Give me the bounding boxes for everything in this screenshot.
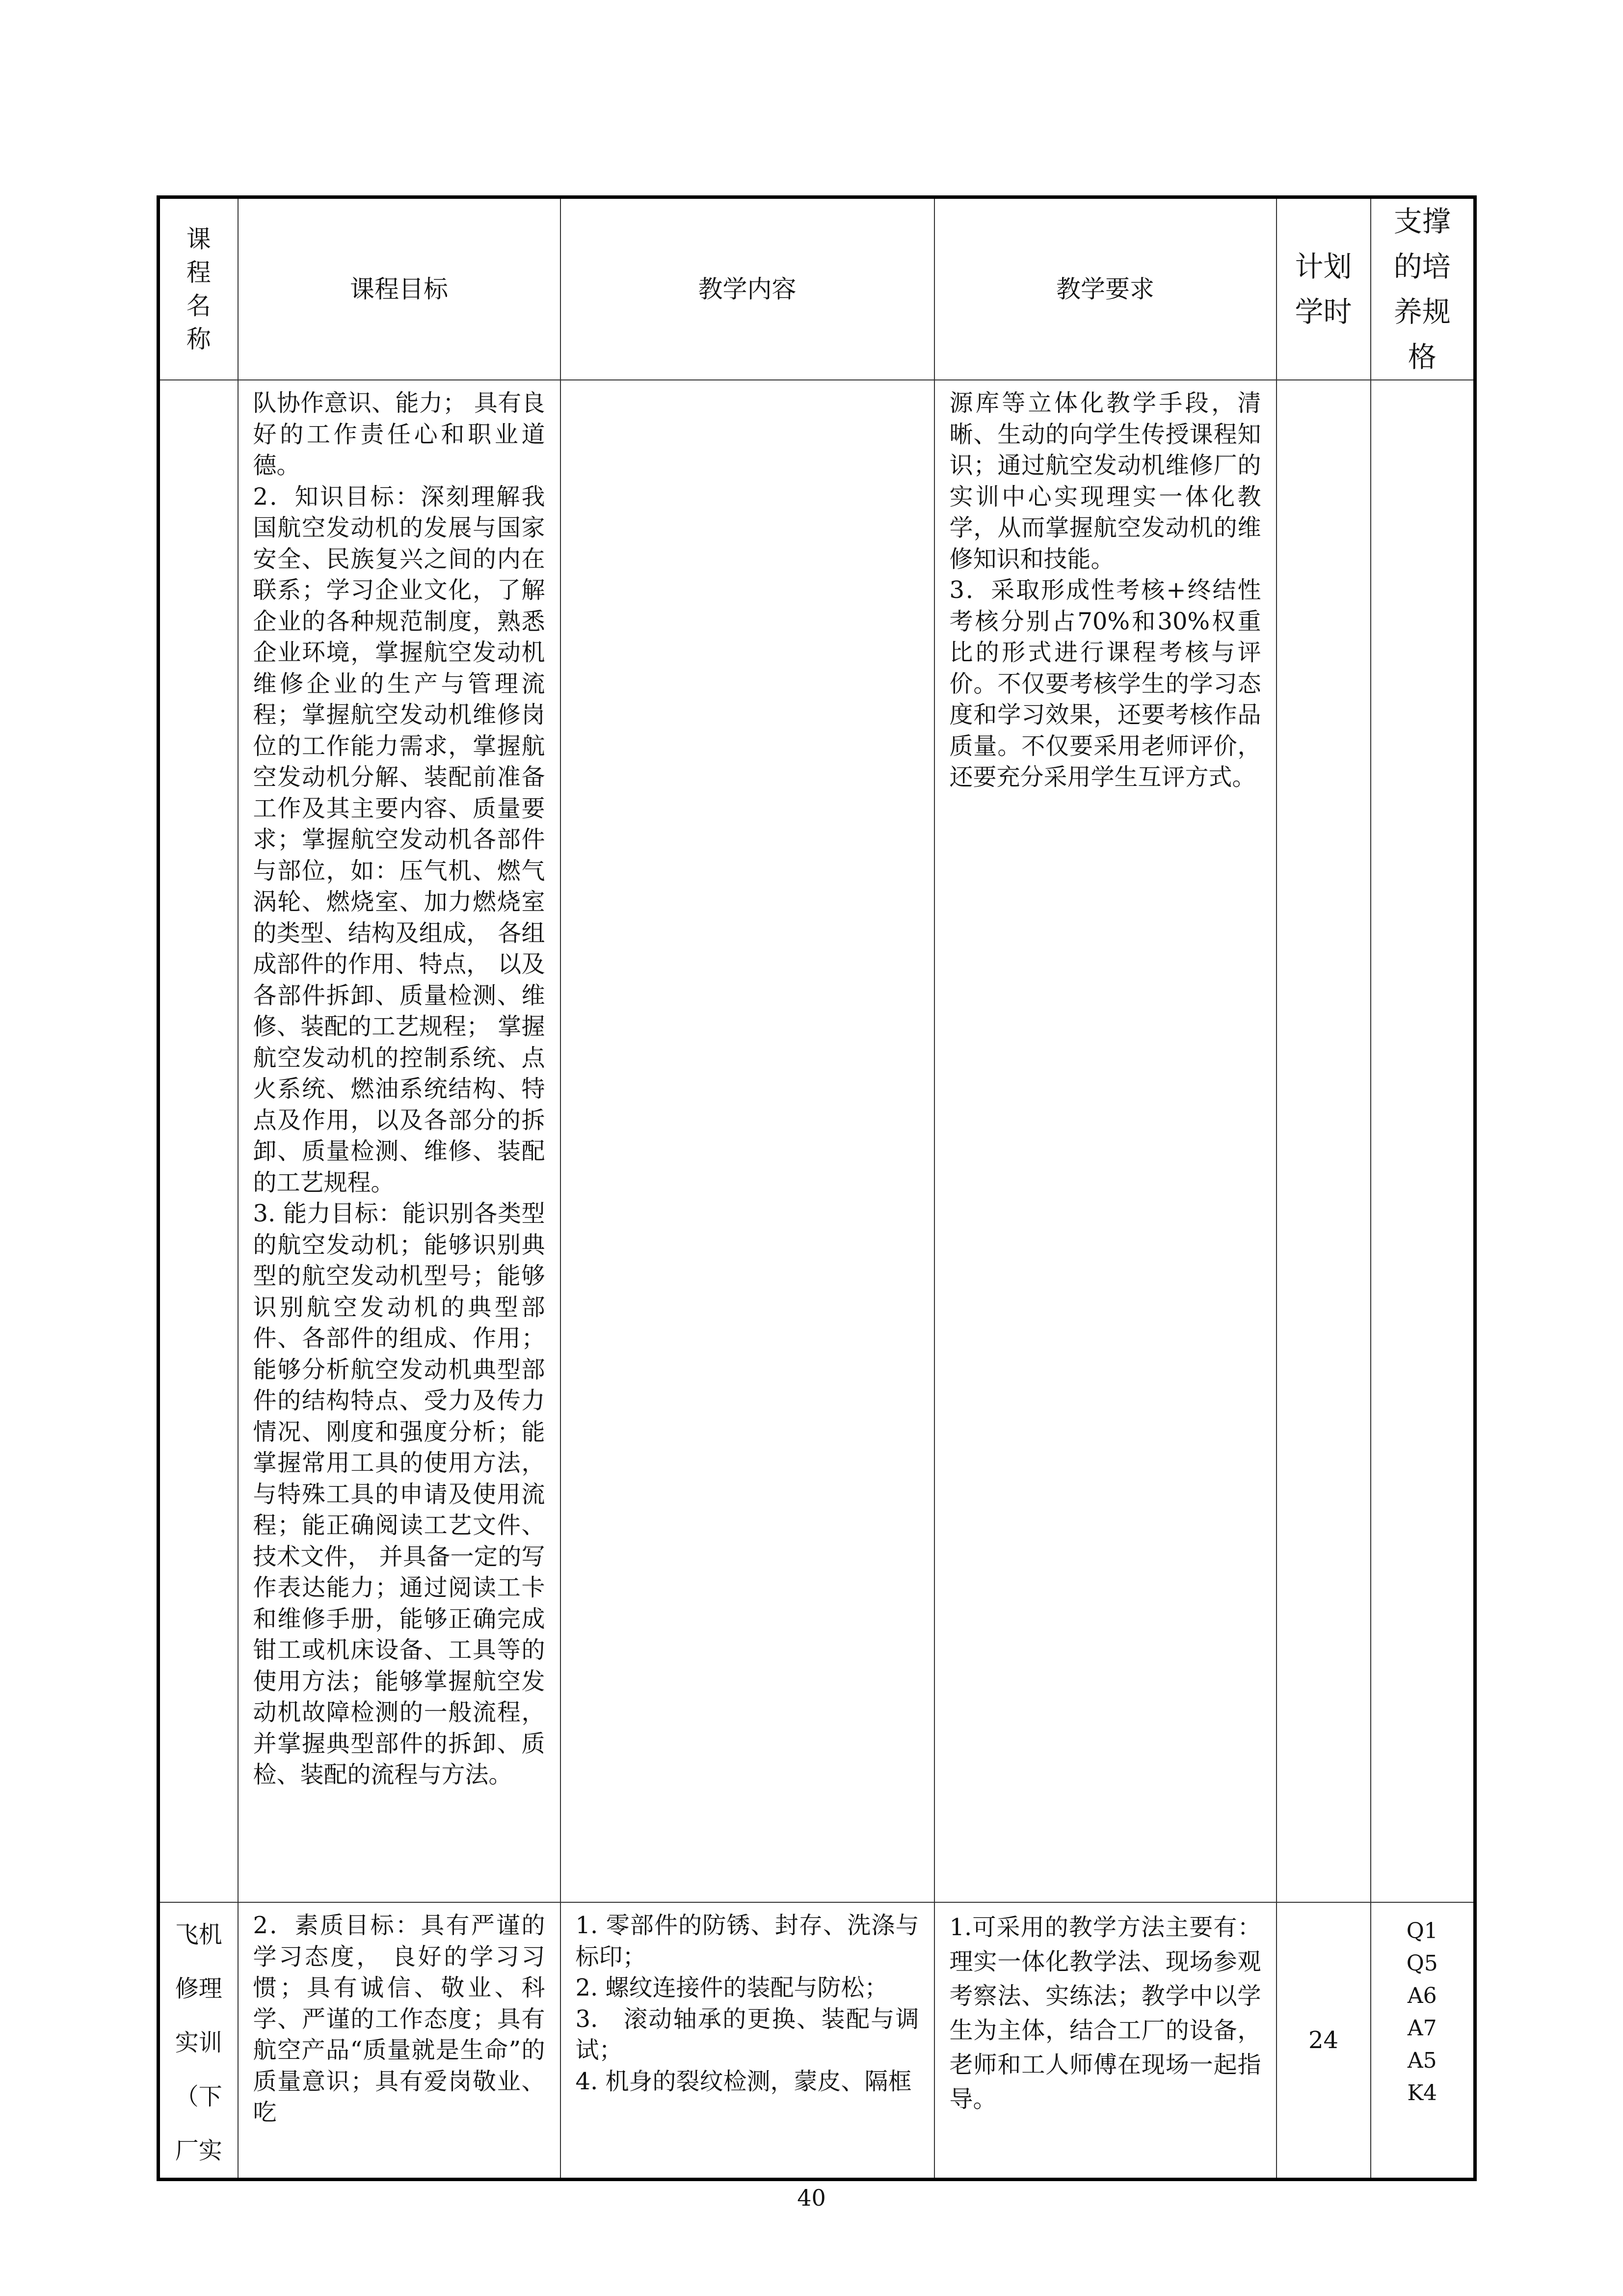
teaching-requirement-cell xyxy=(934,380,1277,1902)
header-teaching-requirement: 教学要求 xyxy=(934,197,1277,380)
supported-specs-cell xyxy=(1371,1902,1475,2180)
spec-code: Q5 xyxy=(1406,1951,1438,1976)
goal-paragraph: 2．知识目标：深刻理解我国航空发动机的发展与国家安全、民族复兴之间的内在联系；学习企业文化，了解企业的各种规范制度，熟悉企业环境，掌握航空发动机维修企业的生产与管理流程；掌握航空发动机维修岗位的工作能力需求，掌握航空发动机分解、装配前准备工作及其主要内容、质量要求；掌握航空发动机各部件与部位，如：压气机、燃气涡轮、燃烧室、加力燃烧室的类型、结构及组成， 各组成部件的作用、特点， 以及各部件拆卸、质量检测、维修、装配的工艺规程； 掌握航空发动机的控制系统、点火系统、燃油系统结构、特点及作用，以及各部分的拆卸、质量检测、维修、装配的工艺规程。 xyxy=(253,483,545,1196)
goal-paragraph: 2．素质目标：具有严谨的学习态度， 良好的学习习惯；具有诚信、敬业、科学、严谨的工作态度；具有航空产品“质量就是生命”的质量意识；具有爱岗敬业、吃 xyxy=(253,1912,545,2126)
supported-specs-cell xyxy=(1371,380,1475,1902)
content-item: 2. 螺纹连接件的装配与防松； xyxy=(575,1974,888,2001)
course-table xyxy=(157,195,1477,2181)
requirement-paragraph: 3．采取形成性考核+终结性考核分别占70%和30%权重比的形式进行课程考核与评价。不仅要考核学生的学习态度和学习效果，还要考核作品质量。不仅要采用老师评价， 还要充分采用学生互评方式。 xyxy=(949,576,1261,791)
content-item: 4. 机身的裂纹检测，蒙皮、隔框 xyxy=(575,2067,912,2095)
goal-paragraph: 队协作意识、能力； 具有良好的工作责任心和职业道德。 xyxy=(253,389,545,479)
spec-code: A6 xyxy=(1407,1983,1437,2008)
header-course-goal: 课程目标 xyxy=(238,197,560,380)
goal-paragraph: 3. 能力目标：能识别各类型的航空发动机；能够识别典型的航空发动机型号；能够识别航空发动机的典型部件、各部件的组成、作用；能够分析航空发动机典型部件的结构特点、受力及传力情况、刚度和强度分析；能掌握常用工具的使用方法，与特殊工具的申请及使用流程；能正确阅读工艺文件、技术文件， 并具备一定的写作表达能力；通过阅读工卡和维修手册，能够正确完成钳工或机床设备、工具等的使用方法；能够掌握航空发动机故障检测的一般流程，并掌握典型部件的拆卸、质检、装配的流程与方法。 xyxy=(253,1200,545,1788)
spec-code: Q1 xyxy=(1406,1918,1438,1944)
header-supported-specs: 支撑的培养规格 xyxy=(1371,197,1475,380)
header-planned-hours: 计划学时 xyxy=(1277,197,1371,380)
course-goal-cell xyxy=(238,380,560,1902)
content-item: 3. 滚动轴承的更换、装配与调试； xyxy=(575,2005,919,2064)
spec-code: A5 xyxy=(1407,2048,1437,2073)
table-row xyxy=(159,1902,1475,2180)
teaching-content-cell xyxy=(560,1902,934,2180)
page-number: 40 xyxy=(797,2185,826,2211)
teaching-content-cell xyxy=(560,380,934,1902)
course-name-cell: 飞机修理实训（下厂实 xyxy=(159,1902,238,2180)
spec-code: A7 xyxy=(1407,2016,1437,2041)
spec-code: K4 xyxy=(1407,2080,1437,2106)
table-row xyxy=(159,380,1475,1902)
requirement-paragraph: 1.可采用的教学方法主要有：理实一体化教学法、现场参观考察法、实练法；教学中以学生为主体，结合工厂的设备，老师和工人师傅在现场一起指导。 xyxy=(949,1914,1261,2113)
course-name-cell xyxy=(159,380,238,1902)
requirement-paragraph: 源库等立体化教学手段，清晰、生动的向学生传授课程知识；通过航空发动机维修厂的实训中心实现理实一体化教学，从而掌握航空发动机的维修知识和技能。 xyxy=(949,389,1261,573)
course-goal-cell xyxy=(238,1902,560,2180)
header-teaching-content: 教学内容 xyxy=(560,197,934,380)
content-item: 1. 零部件的防锈、封存、洗涤与标印； xyxy=(575,1912,919,1971)
planned-hours-cell: 24 xyxy=(1277,1902,1371,2180)
header-row xyxy=(159,197,1475,380)
header-course-name: 课程名称 xyxy=(159,197,238,380)
teaching-requirement-cell xyxy=(934,1902,1277,2180)
planned-hours-cell xyxy=(1277,380,1371,1902)
